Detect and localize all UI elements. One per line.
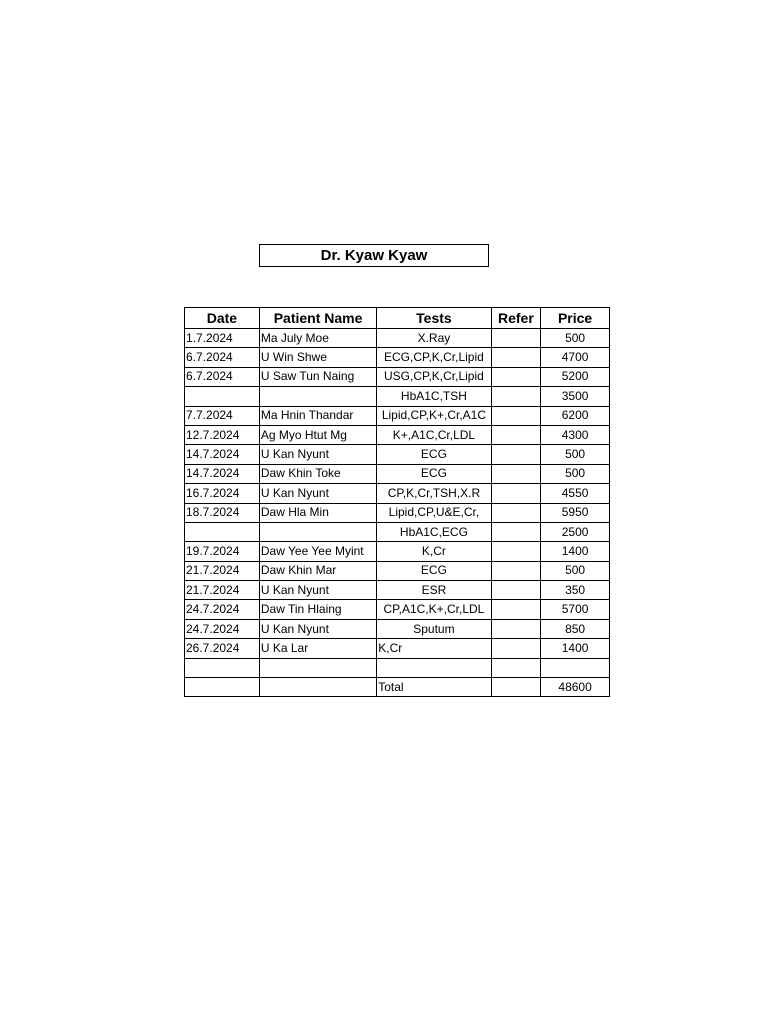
patient-name-cell: Daw Khin Toke (259, 464, 376, 483)
total-row (185, 678, 610, 697)
patient-name-cell: Daw Khin Mar (259, 561, 376, 580)
date-cell: 26.7.2024 (185, 639, 260, 658)
table-row (185, 639, 610, 658)
price-cell: 5950 (541, 503, 610, 522)
patient-tests-table (184, 307, 610, 697)
header-date: Date (185, 308, 260, 329)
table-row (185, 484, 610, 503)
total-label: Total (377, 678, 491, 697)
price-cell: 350 (541, 581, 610, 600)
tests-cell: Sputum (377, 619, 491, 638)
price-cell: 4700 (541, 348, 610, 367)
patient-name-cell: U Kan Nyunt (259, 581, 376, 600)
price-cell: 500 (541, 445, 610, 464)
table-row (185, 406, 610, 425)
date-cell: 21.7.2024 (185, 581, 260, 600)
patient-name-cell: Ma July Moe (259, 329, 376, 348)
refer-cell (491, 639, 541, 658)
tests-cell: X.Ray (377, 329, 491, 348)
date-cell (185, 522, 260, 541)
patient-name-cell: U Kan Nyunt (259, 619, 376, 638)
header-row (185, 308, 610, 329)
price-cell: 1400 (541, 639, 610, 658)
date-cell: 19.7.2024 (185, 542, 260, 561)
price-cell: 500 (541, 329, 610, 348)
table-row (185, 600, 610, 619)
table-row (185, 581, 610, 600)
tests-cell: ECG (377, 561, 491, 580)
tests-cell: K+,A1C,Cr,LDL (377, 425, 491, 444)
tests-cell: Lipid,CP,U&E,Cr, (377, 503, 491, 522)
table-row (185, 329, 610, 348)
tests-cell: K,Cr (377, 542, 491, 561)
date-cell: 6.7.2024 (185, 367, 260, 386)
refer-cell (491, 658, 541, 677)
date-cell (185, 387, 260, 406)
price-cell: 500 (541, 561, 610, 580)
refer-cell (491, 348, 541, 367)
price-cell: 850 (541, 619, 610, 638)
tests-cell: ESR (377, 581, 491, 600)
patient-name-cell: Daw Tin Hlaing (259, 600, 376, 619)
doctor-title: Dr. Kyaw Kyaw (259, 244, 489, 267)
total-value: 48600 (541, 678, 610, 697)
price-cell: 6200 (541, 406, 610, 425)
date-cell: 7.7.2024 (185, 406, 260, 425)
patient-name-cell: Ag Myo Htut Mg (259, 425, 376, 444)
refer-cell (491, 329, 541, 348)
refer-cell (491, 522, 541, 541)
table-row (185, 464, 610, 483)
patient-name-cell (259, 387, 376, 406)
tests-cell: Lipid,CP,K+,Cr,A1C (377, 406, 491, 425)
tests-cell: ECG (377, 445, 491, 464)
tests-cell: CP,K,Cr,TSH,X.R (377, 484, 491, 503)
date-cell: 14.7.2024 (185, 464, 260, 483)
date-cell: 14.7.2024 (185, 445, 260, 464)
tests-cell: K,Cr (377, 639, 491, 658)
total-refer-cell (491, 678, 541, 697)
tests-cell: HbA1C,ECG (377, 522, 491, 541)
header-patient-name: Patient Name (259, 308, 376, 329)
total-date-cell (185, 678, 260, 697)
patient-name-cell: U Win Shwe (259, 348, 376, 367)
table-row (185, 445, 610, 464)
header-refer: Refer (491, 308, 541, 329)
price-cell: 4300 (541, 425, 610, 444)
table-row (185, 619, 610, 638)
table-row (185, 522, 610, 541)
date-cell: 21.7.2024 (185, 561, 260, 580)
refer-cell (491, 484, 541, 503)
tests-cell (377, 658, 491, 677)
total-name-cell (259, 678, 376, 697)
table-row (185, 503, 610, 522)
table-row (185, 367, 610, 386)
patient-name-cell: U Ka Lar (259, 639, 376, 658)
patient-name-cell (259, 658, 376, 677)
refer-cell (491, 600, 541, 619)
price-cell: 4550 (541, 484, 610, 503)
refer-cell (491, 367, 541, 386)
patient-name-cell: Daw Yee Yee Myint (259, 542, 376, 561)
tests-cell: CP,A1C,K+,Cr,LDL (377, 600, 491, 619)
price-cell (541, 658, 610, 677)
date-cell: 16.7.2024 (185, 484, 260, 503)
table-row (185, 658, 610, 677)
refer-cell (491, 542, 541, 561)
patient-name-cell: Ma Hnin Thandar (259, 406, 376, 425)
header-price: Price (541, 308, 610, 329)
price-cell: 3500 (541, 387, 610, 406)
tests-cell: ECG,CP,K,Cr,Lipid (377, 348, 491, 367)
refer-cell (491, 464, 541, 483)
price-cell: 2500 (541, 522, 610, 541)
date-cell: 24.7.2024 (185, 619, 260, 638)
tests-cell: ECG (377, 464, 491, 483)
patient-name-cell: Daw Hla Min (259, 503, 376, 522)
refer-cell (491, 561, 541, 580)
date-cell: 24.7.2024 (185, 600, 260, 619)
refer-cell (491, 503, 541, 522)
date-cell: 18.7.2024 (185, 503, 260, 522)
price-cell: 5700 (541, 600, 610, 619)
table-row (185, 348, 610, 367)
table-row (185, 542, 610, 561)
date-cell: 6.7.2024 (185, 348, 260, 367)
tests-cell: HbA1C,TSH (377, 387, 491, 406)
price-cell: 1400 (541, 542, 610, 561)
table-body (185, 329, 610, 697)
refer-cell (491, 619, 541, 638)
patient-name-cell: U Kan Nyunt (259, 445, 376, 464)
date-cell (185, 658, 260, 677)
table-row (185, 561, 610, 580)
patient-name-cell (259, 522, 376, 541)
refer-cell (491, 387, 541, 406)
refer-cell (491, 425, 541, 444)
refer-cell (491, 406, 541, 425)
patient-name-cell: U Kan Nyunt (259, 484, 376, 503)
date-cell: 12.7.2024 (185, 425, 260, 444)
patient-name-cell: U Saw Tun Naing (259, 367, 376, 386)
refer-cell (491, 445, 541, 464)
tests-cell: USG,CP,K,Cr,Lipid (377, 367, 491, 386)
refer-cell (491, 581, 541, 600)
table-row (185, 425, 610, 444)
table-row (185, 387, 610, 406)
header-tests: Tests (377, 308, 491, 329)
date-cell: 1.7.2024 (185, 329, 260, 348)
price-cell: 5200 (541, 367, 610, 386)
price-cell: 500 (541, 464, 610, 483)
